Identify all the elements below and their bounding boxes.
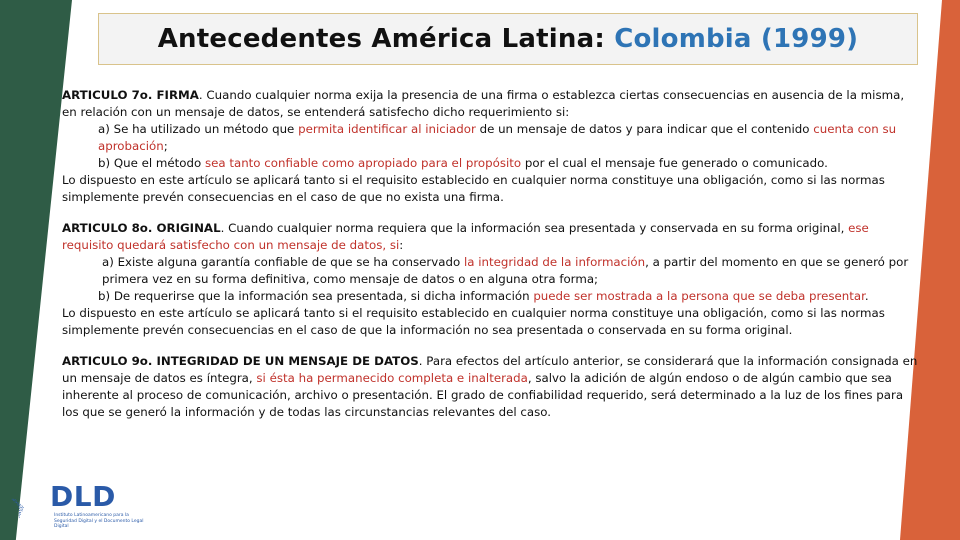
article-7-item-a: a) Se ha utilizado un método que permita identificar al iniciador de un mensaje de datos y para indicar que el contenido cuenta con su aprobación;	[98, 122, 897, 153]
title-accent: Colombia (1999)	[614, 24, 859, 54]
slide-body	[62, 87, 922, 435]
article-9-text: ARTICULO 9o. INTEGRIDAD DE UN MENSAJE DE DATOS. Para efectos del artículo anterior, se considerará que la información consignada en un mensaje de datos es íntegra, si ésta ha permanecido completa e inalterada, salvo la adición de algún endoso o de algún cambio que sea inherente al proceso de comunicación, archivo o presentación. El grado de confiabilidad requerido, será determinado a la luz de los fines para los que se generó la información y de todas las circunstancias relevantes del caso.	[62, 354, 918, 419]
dld-logo: DLD	[50, 480, 116, 513]
article-8-closing: Lo dispuesto en este artículo se aplicará tanto si el requisito establecido en cualquier norma constituye una obligación, como si las normas simplemente prevén consecuencias en el caso de que la información no sea presentada o conservada en su forma original.	[62, 306, 885, 337]
dld-logo-subtitle: Instituto Latinoamericano para la Seguridad Digital y el Documento Legal Digital	[54, 513, 144, 529]
title-main: Antecedentes América Latina:	[157, 24, 605, 54]
article-8-heading: ARTICULO 8o. ORIGINAL	[62, 221, 221, 235]
article-9	[62, 353, 922, 421]
latin-america-map-icon	[10, 478, 54, 538]
article-9-heading: ARTICULO 9o. INTEGRIDAD DE UN MENSAJE DE DATOS	[62, 354, 419, 368]
article-8-intro: ARTICULO 8o. ORIGINAL. Cuando cualquier norma requiera que la información sea presentada y conservada en su forma original, ese requisito quedará satisfecho con un mensaje de datos, si:	[62, 221, 869, 252]
article-8-item-b: b) De requerirse que la información sea presentada, si dicha información puede ser mostrada a la persona que se deba presentar.	[98, 289, 869, 303]
article-7-item-b: b) Que el método sea tanto confiable como apropiado para el propósito por el cual el mensaje fue generado o comunicado.	[98, 156, 828, 170]
slide-title	[98, 13, 918, 65]
article-8-item-a: a) Existe alguna garantía confiable de que se ha conservado la integridad de la información, a partir del momento en que se generó por primera vez en su forma definitiva, como mensaje de datos o en alguna otra forma;	[102, 255, 909, 286]
article-7	[62, 87, 922, 206]
article-8	[62, 220, 922, 339]
article-7-intro: ARTICULO 7o. FIRMA. Cuando cualquier norma exija la presencia de una firma o establezca ciertas consecuencias en ausencia de la misma, en relación con un mensaje de datos, se entenderá satisfecho dicho requerimiento si:	[62, 88, 905, 119]
article-7-heading: ARTICULO 7o. FIRMA	[62, 88, 199, 102]
article-7-closing: Lo dispuesto en este artículo se aplicará tanto si el requisito establecido en cualquier norma constituye una obligación, como si las normas simplemente prevén consecuencias en el caso de que no exista una firma.	[62, 173, 885, 204]
